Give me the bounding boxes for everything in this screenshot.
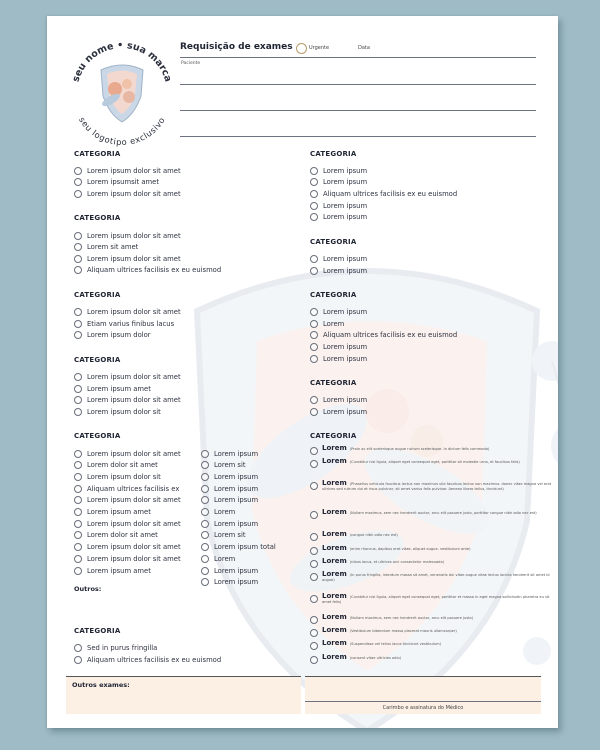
category-title: CATEGORIA <box>74 627 121 635</box>
checkbox-circle[interactable] <box>310 178 318 186</box>
checkbox-circle[interactable] <box>74 531 82 539</box>
exam-option[interactable]: Lorem ipsum total <box>201 543 276 551</box>
checkbox-circle[interactable] <box>310 255 318 263</box>
category-title: CATEGORIA <box>310 432 357 440</box>
checkbox-circle[interactable] <box>310 642 318 650</box>
checkbox-circle[interactable] <box>310 573 318 581</box>
exam-option-detailed[interactable]: Lorem (Phasellus vehicula faucibus lectus non maximus ulla faucibus lectus non maximus. donec vitae magna vel erat ultrices sed rutrum dui et risus pulvinar, sit amet varius felis pulvinar. Aenean libero tellus, tincidunt) <box>310 481 555 493</box>
patient-line-3[interactable] <box>180 136 536 137</box>
exam-option[interactable]: Lorem ipsum <box>310 408 367 416</box>
exam-option-detailed[interactable]: Lorem (Proin ac elit scelerisque augue rutrum scelerisque. In dictum felis commodo) <box>310 446 555 455</box>
exam-option-detailed[interactable]: Lorem (consent vitae ultricies odio) <box>310 655 555 664</box>
exam-option[interactable]: Lorem sit amet <box>74 243 138 251</box>
category-title: CATEGORIA <box>310 291 357 299</box>
exam-option[interactable]: Lorem ipsum <box>201 578 258 586</box>
signature-box[interactable] <box>305 676 541 714</box>
signature-label: Carimbo e assinatura do Médico <box>382 705 464 711</box>
exam-option[interactable]: Lorem dolor sit amet <box>74 461 158 469</box>
signature-line <box>305 701 541 702</box>
exam-option[interactable]: Lorem ipsum amet <box>74 508 151 516</box>
other-exams-label: Outros exames: <box>72 681 130 689</box>
exam-option[interactable]: Lorem ipsum dolor sit amet <box>74 496 181 504</box>
exam-option[interactable]: Lorem ipsum <box>201 450 258 458</box>
checkbox-circle[interactable] <box>310 167 318 175</box>
exam-option[interactable]: Aliquam ultrices facilisis ex eu euismod <box>310 190 457 198</box>
logo-text-top: seu nome • sua marca <box>70 39 174 84</box>
checkbox-circle[interactable] <box>310 482 318 490</box>
exam-option-detailed[interactable]: Lorem (Curabitur nisi ligula, aliquet eget consequat eget, porttitor sit molestie urna, et faucibus felis) <box>310 459 555 468</box>
exam-option[interactable]: Lorem sit <box>201 461 246 469</box>
checkbox-circle[interactable] <box>201 520 209 528</box>
exam-option[interactable]: Lorem ipsum dolor sit amet <box>74 450 181 458</box>
checkbox-circle[interactable] <box>74 543 82 551</box>
exam-option-detailed[interactable]: Lorem (nibus lacus, et ultrices orci consectetur malesuada) <box>310 559 555 568</box>
exam-option[interactable]: Etiam varius finibus lacus <box>74 320 174 328</box>
checkbox-circle[interactable] <box>310 511 318 519</box>
category-title: CATEGORIA <box>74 291 121 299</box>
checkbox-circle[interactable] <box>74 255 82 263</box>
exam-option-detailed[interactable]: Lorem (congue nibh odio nec est) <box>310 532 555 541</box>
form-sheet <box>47 16 558 728</box>
checkbox-circle[interactable] <box>74 373 82 381</box>
checkbox-circle[interactable] <box>310 656 318 664</box>
exam-option-detailed[interactable]: Lorem (Suspendisse vel tellus lacus tincidunt vestibulum) <box>310 641 555 650</box>
date-label: Data <box>358 45 370 51</box>
exam-option[interactable]: Aliquam ultrices facilisis ex eu euismod <box>74 656 221 664</box>
exam-option[interactable]: Lorem ipsum dolor sit amet <box>74 308 181 316</box>
exam-option[interactable]: Lorem ipsum dolor sit amet <box>74 396 181 404</box>
exam-option[interactable]: Lorem ipsum dolor sit amet <box>74 520 181 528</box>
exam-option[interactable]: Lorem ipsum <box>201 496 258 504</box>
exam-option[interactable]: Lorem ipsum <box>201 520 258 528</box>
checkbox-circle[interactable] <box>74 167 82 175</box>
patient-line-1[interactable] <box>180 84 536 85</box>
patient-label: Paciente <box>181 61 201 66</box>
patient-line-2[interactable] <box>180 110 536 111</box>
exam-option[interactable]: Lorem <box>201 555 235 563</box>
checkbox-circle[interactable] <box>74 473 82 481</box>
urgent-label: Urgente <box>309 45 330 51</box>
checkbox-circle[interactable] <box>201 508 209 516</box>
category-title: CATEGORIA <box>310 238 357 246</box>
checkbox-circle[interactable] <box>310 629 318 637</box>
exam-option[interactable]: Aliquam ultrices facilisis ex eu euismod <box>310 331 457 339</box>
checkbox-circle[interactable] <box>201 531 209 539</box>
checkbox-circle[interactable] <box>201 578 209 586</box>
exam-option[interactable]: Lorem ipsum dolor sit amet <box>74 543 181 551</box>
exam-option[interactable]: Lorem ipsum <box>310 396 367 404</box>
checkbox-circle[interactable] <box>74 520 82 528</box>
category-title: CATEGORIA <box>74 214 121 222</box>
checkbox-circle[interactable] <box>74 178 82 186</box>
checkbox-circle[interactable] <box>201 496 209 504</box>
checkbox-circle[interactable] <box>310 355 318 363</box>
checkbox-circle[interactable] <box>310 213 318 221</box>
exam-option-detailed[interactable]: Lorem (in purus fringilla, interdum massa sit amet, venenatis dui vitae augue vitae lectus lacinia hendrerit sit amet id augue) <box>310 572 555 584</box>
checkbox-circle[interactable] <box>310 396 318 404</box>
checkbox-circle[interactable] <box>310 331 318 339</box>
checkbox-circle[interactable] <box>74 567 82 575</box>
checkbox-circle[interactable] <box>74 243 82 251</box>
checkbox-circle[interactable] <box>310 533 318 541</box>
checkbox-circle[interactable] <box>310 547 318 555</box>
checkbox-circle[interactable] <box>201 485 209 493</box>
exam-option[interactable]: Lorem ipsum dolor sit amet <box>74 373 181 381</box>
exam-option[interactable]: Lorem ipsum dolor sit amet <box>74 232 181 240</box>
exam-option[interactable]: Lorem ipsum <box>201 567 258 575</box>
checkbox-circle[interactable] <box>310 190 318 198</box>
checkbox-circle[interactable] <box>74 408 82 416</box>
others-label: Outros: <box>74 585 102 593</box>
checkbox-circle[interactable] <box>201 567 209 575</box>
date-line[interactable] <box>180 57 536 58</box>
checkbox-circle[interactable] <box>74 385 82 393</box>
exam-option[interactable]: Lorem ipsum <box>310 308 367 316</box>
exam-option[interactable]: Sed in purus fringilla <box>74 644 157 652</box>
checkbox-circle[interactable] <box>201 461 209 469</box>
checkbox-circle[interactable] <box>310 595 318 603</box>
category-title: CATEGORIA <box>74 356 121 364</box>
exam-option-detailed[interactable]: Lorem (Nullam maximus, sem nec hendrerit auctor, arcu elit posuere justo) <box>310 615 555 624</box>
exam-option[interactable]: Lorem ipsum amet <box>74 385 151 393</box>
exam-option[interactable]: Lorem ipsum dolor sit amet <box>74 167 181 175</box>
checkbox-circle[interactable] <box>74 396 82 404</box>
checkbox-circle[interactable] <box>74 320 82 328</box>
checkbox-circle[interactable] <box>201 555 209 563</box>
exam-option[interactable]: Lorem ipsum amet <box>74 567 151 575</box>
exam-option-detailed[interactable]: Lorem (Curabitur nisi ligula, aliquet eget consequat eget, porttitor et massa in eget magna sollicitudin pharetra eu sit amet felis) <box>310 594 555 606</box>
checkbox-circle[interactable] <box>74 508 82 516</box>
exam-option[interactable]: Lorem ipsum dolor sit amet <box>74 190 181 198</box>
checkbox-circle[interactable] <box>74 190 82 198</box>
checkbox-circle[interactable] <box>310 560 318 568</box>
exam-option[interactable]: Lorem ipsum <box>310 355 367 363</box>
exam-option[interactable]: Lorem ipsum <box>310 255 367 263</box>
exam-option[interactable]: Lorem ipsumsit amet <box>74 178 159 186</box>
logo-text-bottom: seu logotipo exclusivo <box>77 115 167 148</box>
category-title: CATEGORIA <box>74 432 121 440</box>
exam-option[interactable]: Lorem ipsum <box>310 343 367 351</box>
other-exams-box[interactable] <box>66 676 301 714</box>
checkbox-circle[interactable] <box>74 496 82 504</box>
exam-option[interactable]: Aliquam ultrices facilisis ex <box>74 485 179 493</box>
exam-option-detailed[interactable]: Lorem (Nullam maximus, sem nec hendrerit auctor, arcu elit posuere justo, porttitor congue nibh odio nec est) <box>310 510 555 519</box>
exam-option[interactable]: Lorem <box>310 320 344 328</box>
exam-option[interactable]: Lorem dolor sit amet <box>74 531 158 539</box>
exam-option[interactable]: Lorem <box>201 508 235 516</box>
exam-option[interactable]: Lorem ipsum <box>310 202 367 210</box>
checkbox-circle[interactable] <box>74 656 82 664</box>
checkbox-circle[interactable] <box>310 267 318 275</box>
checkbox-circle[interactable] <box>74 450 82 458</box>
exam-option[interactable]: Lorem ipsum dolor <box>74 331 151 339</box>
checkbox-circle[interactable] <box>310 202 318 210</box>
checkbox-circle[interactable] <box>201 543 209 551</box>
exam-option[interactable]: Lorem ipsum <box>310 178 367 186</box>
category-title: CATEGORIA <box>310 150 357 158</box>
checkbox-circle[interactable] <box>74 232 82 240</box>
exam-option[interactable]: Lorem ipsum dolor sit <box>74 408 161 416</box>
urgent-checkbox[interactable] <box>296 43 307 54</box>
checkbox-circle[interactable] <box>201 473 209 481</box>
checkbox-circle[interactable] <box>74 461 82 469</box>
exam-option[interactable]: Lorem ipsum dolor sit <box>74 473 161 481</box>
category-title: CATEGORIA <box>74 150 121 158</box>
checkbox-circle[interactable] <box>74 266 82 274</box>
checkbox-circle[interactable] <box>74 485 82 493</box>
exam-option-detailed[interactable]: Lorem (Vestibulum bibendum massa placerat mauris ullamcorper) <box>310 628 555 637</box>
exam-option[interactable]: Lorem ipsum <box>310 167 367 175</box>
checkbox-circle[interactable] <box>74 308 82 316</box>
checkbox-circle[interactable] <box>74 644 82 652</box>
checkbox-circle[interactable] <box>310 343 318 351</box>
brand-logo <box>63 34 181 152</box>
exam-option[interactable]: Lorem ipsum <box>201 473 258 481</box>
exam-option[interactable]: Lorem ipsum dolor sit amet <box>74 555 181 563</box>
checkbox-circle[interactable] <box>310 408 318 416</box>
exam-option[interactable]: Aliquam ultrices facilisis ex eu euismod <box>74 266 221 274</box>
checkbox-circle[interactable] <box>310 320 318 328</box>
checkbox-circle[interactable] <box>310 616 318 624</box>
exam-option[interactable]: Lorem ipsum <box>201 485 258 493</box>
exam-option[interactable]: Lorem ipsum dolor sit amet <box>74 255 181 263</box>
checkbox-circle[interactable] <box>74 555 82 563</box>
exam-option[interactable]: Lorem ipsum <box>310 213 367 221</box>
checkbox-circle[interactable] <box>201 450 209 458</box>
exam-option-detailed[interactable]: Lorem (enim rhoncus, dapibus erat vitae, aliquet augue. vestibulum ante) <box>310 546 555 555</box>
form-title: Requisição de exames <box>180 42 293 52</box>
checkbox-circle[interactable] <box>310 308 318 316</box>
checkbox-circle[interactable] <box>310 447 318 455</box>
checkbox-circle[interactable] <box>74 331 82 339</box>
checkbox-circle[interactable] <box>310 460 318 468</box>
category-title: CATEGORIA <box>310 379 357 387</box>
exam-option[interactable]: Lorem ipsum <box>310 267 367 275</box>
exam-option[interactable]: Lorem sit <box>201 531 246 539</box>
